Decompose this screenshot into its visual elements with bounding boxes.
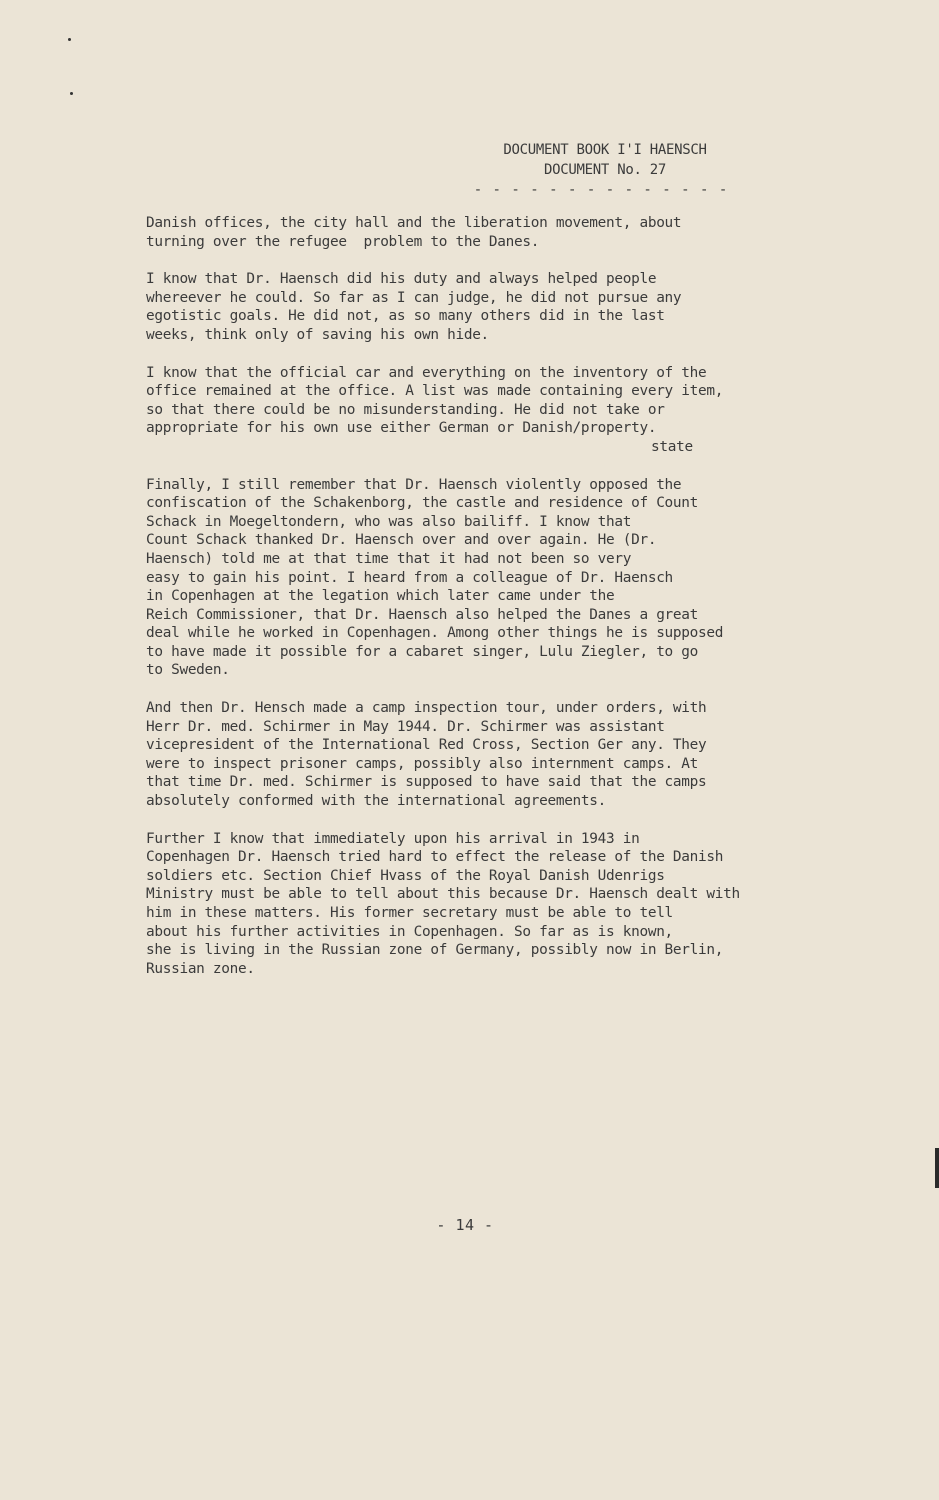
paragraph bbox=[146, 364, 846, 457]
document-body bbox=[146, 214, 846, 997]
text-line: office remained at the office. A list was made containing every item, bbox=[146, 383, 724, 400]
text-line: Count Schack thanked Dr. Haensch over and over again. He (Dr. bbox=[146, 532, 657, 549]
text-line: Haensch) told me at that time that it had not been so very bbox=[146, 550, 632, 567]
text-line: were to inspect prisoner camps, possibly also internment camps. At bbox=[146, 755, 699, 772]
text-line: I know that Dr. Haensch did his duty and always helped people bbox=[146, 271, 657, 288]
paragraph bbox=[146, 476, 846, 681]
text-line: vicepresident of the International Red Cross, Section Ger any. They bbox=[146, 737, 707, 754]
text-line: weeks, think only of saving his own hide. bbox=[146, 326, 489, 343]
text-line: that time Dr. med. Schirmer is supposed to have said that the camps bbox=[146, 774, 707, 791]
text-line: easy to gain his point. I heard from a colleague of Dr. Haensch bbox=[146, 569, 673, 586]
text-line: Danish offices, the city hall and the liberation movement, about bbox=[146, 215, 682, 231]
text-line: whereever he could. So far as I can judge, he did not pursue any bbox=[146, 289, 682, 306]
text-line: so that there could be no misunderstanding. He did not take or bbox=[146, 401, 665, 418]
text-line: Schack in Moegeltondern, who was also bailiff. I know that bbox=[146, 513, 632, 530]
document-book-title: DOCUMENT BOOK I'I HAENSCH bbox=[503, 142, 707, 158]
paragraph bbox=[146, 270, 846, 344]
text-line: Reich Commissioner, that Dr. Haensch also helped the Danes a great bbox=[146, 606, 699, 623]
paragraph bbox=[146, 214, 846, 251]
document-header bbox=[470, 140, 740, 200]
text-line: Russian zone. bbox=[146, 960, 255, 977]
text-line: And then Dr. Hensch made a camp inspection tour, under orders, with bbox=[146, 700, 707, 717]
paper-speck bbox=[68, 38, 71, 41]
text-line: Copenhagen Dr. Haensch tried hard to effect the release of the Danish bbox=[146, 849, 724, 866]
text-line: him in these matters. His former secretary must be able to tell bbox=[146, 905, 673, 921]
document-number: DOCUMENT No. 27 bbox=[544, 162, 666, 178]
text-line: soldiers etc. Section Chief Hvass of the Royal Danish Udenrigs bbox=[146, 867, 665, 884]
text-line: absolutely conformed with the international agreements. bbox=[146, 793, 607, 810]
text-line: to have made it possible for a cabaret singer, Lulu Ziegler, to go bbox=[146, 643, 699, 660]
text-line: turning over the refugee problem to the Danes. bbox=[146, 233, 540, 250]
text-line: egotistic goals. He did not, as so many others did in the last bbox=[146, 308, 665, 325]
paragraph bbox=[146, 699, 846, 811]
page-edge-mark bbox=[935, 1148, 939, 1188]
text-line: Ministry must be able to tell about this because Dr. Haensch dealt with bbox=[146, 886, 740, 903]
text-line: Herr Dr. med. Schirmer in May 1944. Dr. Schirmer was assistant bbox=[146, 718, 665, 735]
paragraph bbox=[146, 830, 846, 979]
text-line: I know that the official car and everything on the inventory of the bbox=[146, 364, 707, 381]
page-number: - 14 - bbox=[436, 1216, 494, 1234]
text-line: Further I know that immediately upon his arrival in 1943 in bbox=[146, 830, 640, 847]
text-line: deal while he worked in Copenhagen. Among other things he is supposed bbox=[146, 625, 724, 642]
text-line: about his further activities in Copenhagen. So far as is known, bbox=[146, 923, 673, 940]
text-line: in Copenhagen at the legation which later came under the bbox=[146, 588, 615, 605]
text-line: Finally, I still remember that Dr. Haensch violently opposed the bbox=[146, 476, 682, 493]
text-line: she is living in the Russian zone of Germany, possibly now in Berlin, bbox=[146, 942, 724, 959]
text-line: to Sweden. bbox=[146, 662, 230, 679]
text-line: appropriate for his own use either German or Danish/property. bbox=[146, 420, 657, 437]
paper-speck bbox=[70, 92, 73, 95]
handwritten-correction: state bbox=[651, 438, 693, 455]
text-line: confiscation of the Schakenborg, the castle and residence of Count bbox=[146, 495, 699, 512]
header-rule: - - - - - - - - - - - - - - bbox=[473, 182, 729, 198]
